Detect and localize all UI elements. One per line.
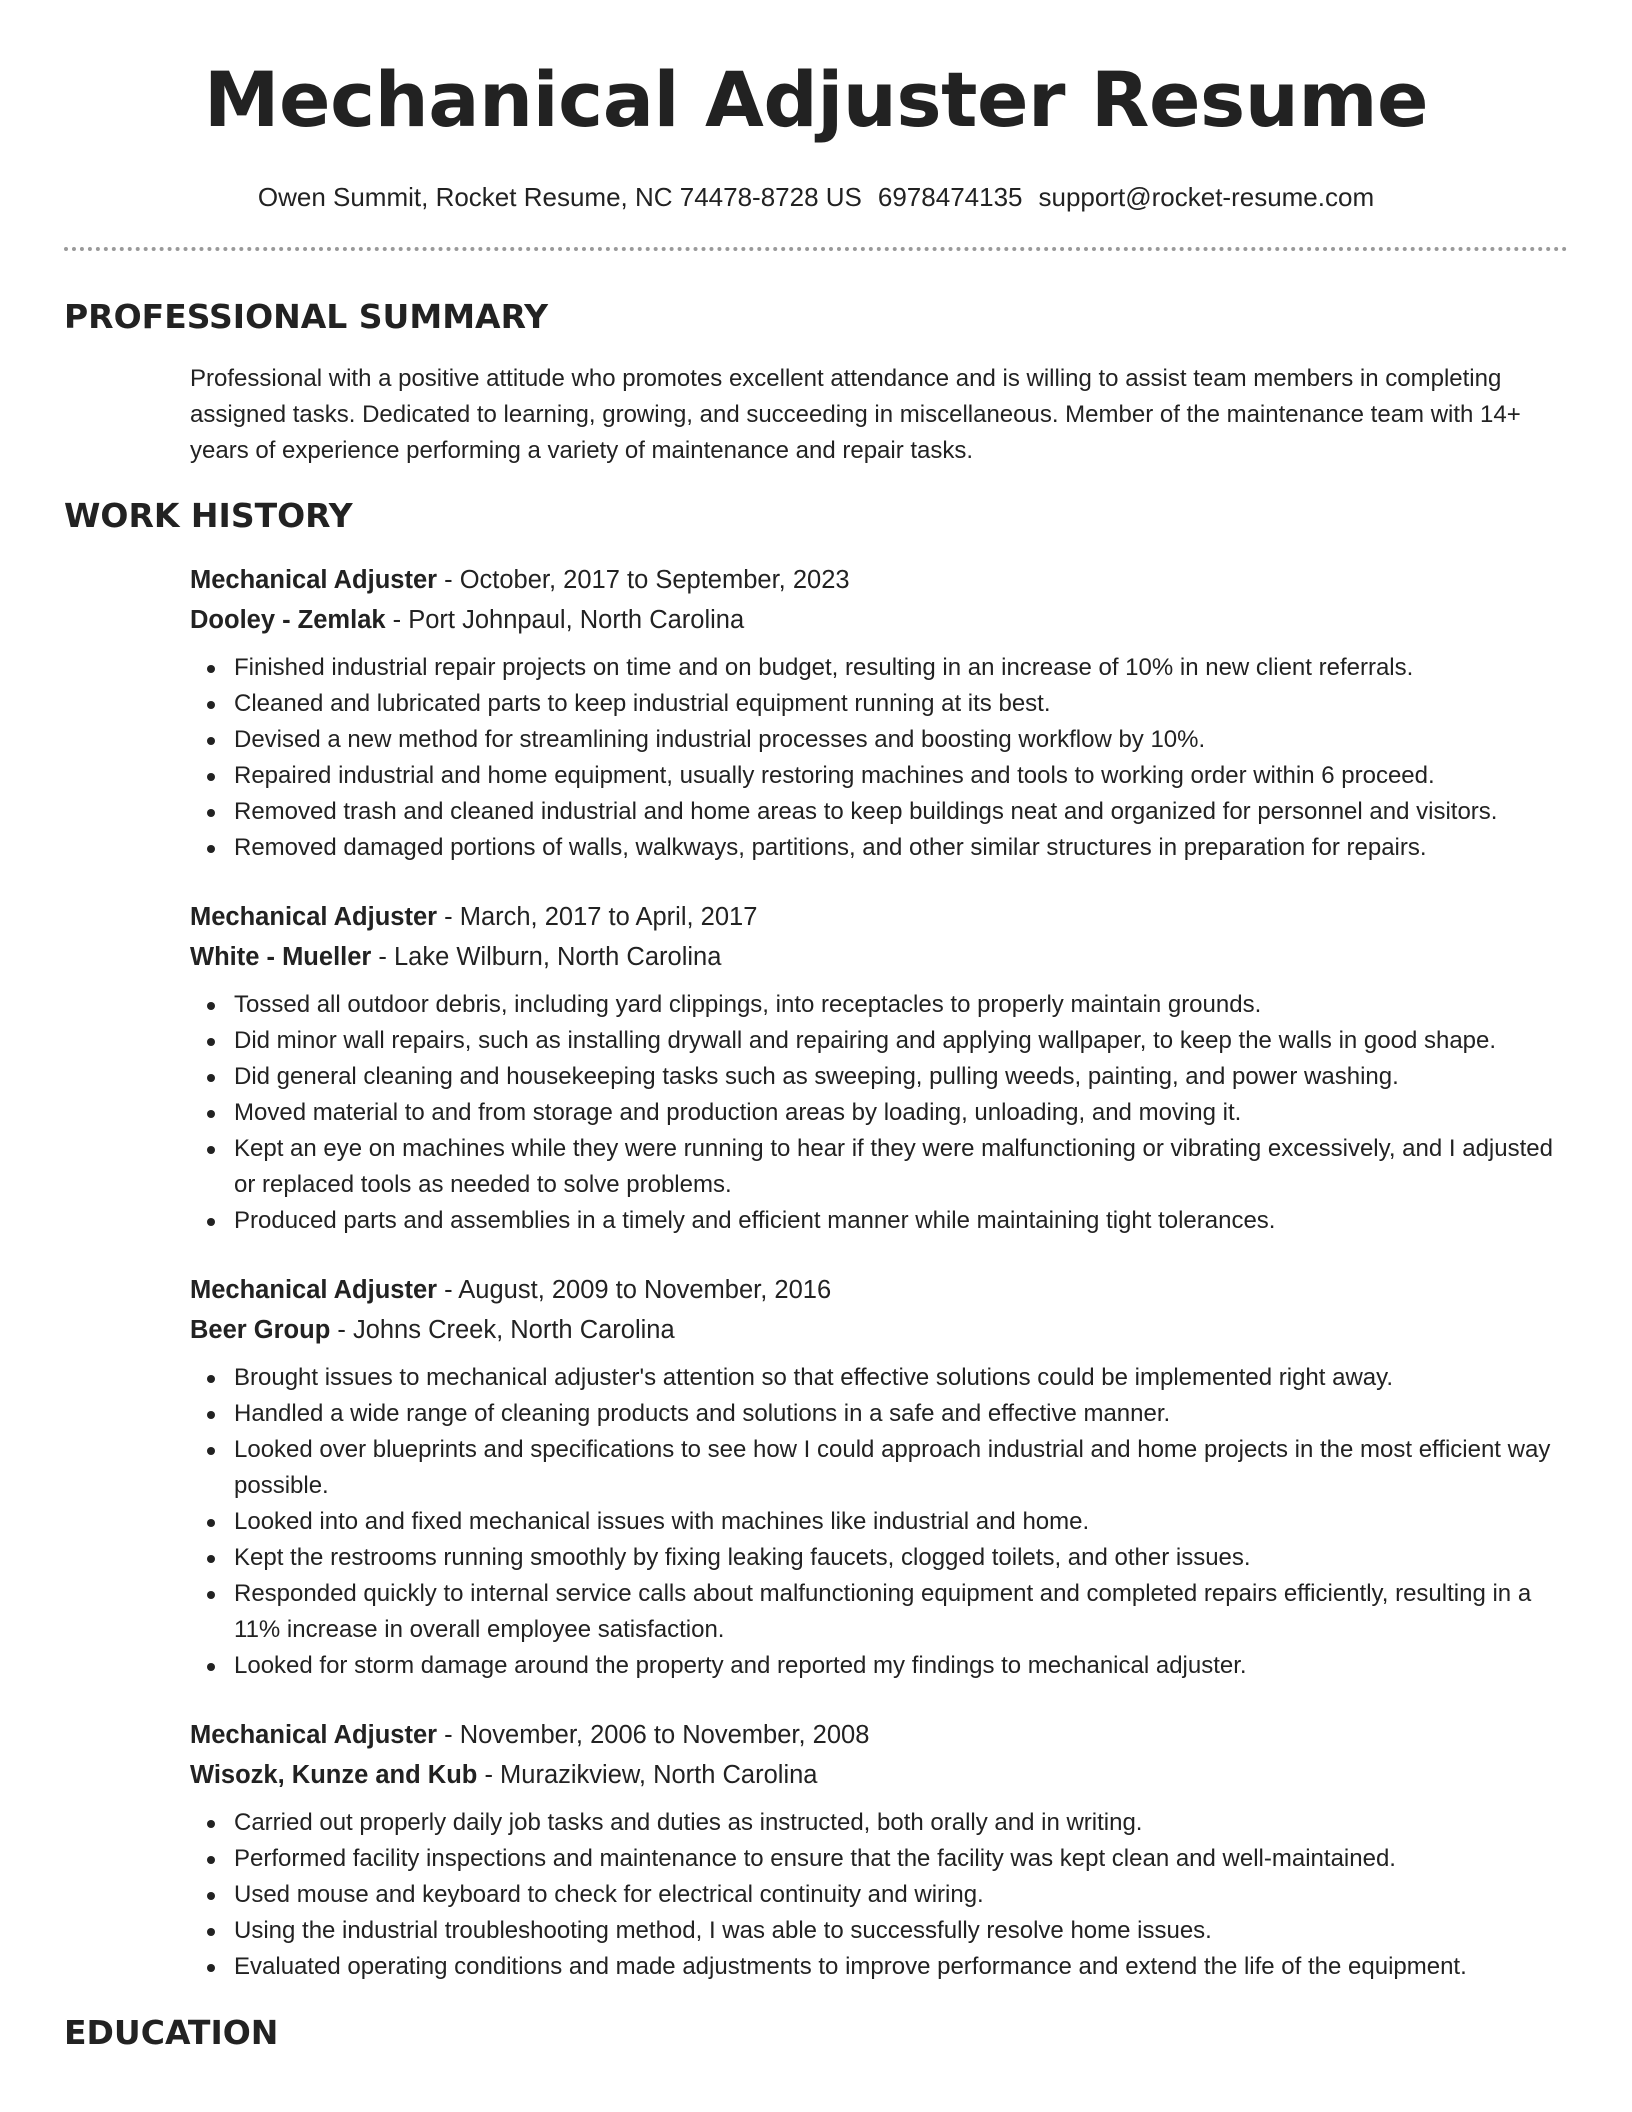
job-duty-item: Carried out properly daily job tasks and duties as instructed, both orally and in writing. <box>190 1805 1568 1841</box>
job-duty-item: Removed damaged portions of walls, walkways, partitions, and other similar structures in preparation for repairs. <box>190 830 1568 866</box>
contact-email: support@rocket-resume.com <box>1038 182 1375 212</box>
job-duty-item: Did minor wall repairs, such as installing drywall and repairing and applying wallpaper, to keep the walls in good shape. <box>190 1023 1568 1059</box>
job-duty-item: Did general cleaning and housekeeping tasks such as sweeping, pulling weeds, painting, and power washing. <box>190 1059 1568 1095</box>
job-duty-item: Using the industrial troubleshooting method, I was able to successfully resolve home issues. <box>190 1913 1568 1949</box>
job-location: - Johns Creek, North Carolina <box>330 1316 675 1344</box>
work-history-list <box>64 560 1568 1985</box>
job-company-line <box>190 1755 1568 1795</box>
resume-title: Mechanical Adjuster Resume <box>203 55 1429 144</box>
job-duty-item: Responded quickly to internal service calls about malfunctioning equipment and completed repairs efficiently, resulting in a 11% increase in overall employee satisfaction. <box>190 1576 1568 1648</box>
summary-heading: PROFESSIONAL SUMMARY <box>64 297 549 336</box>
job-entry <box>190 897 1568 1239</box>
job-duty-item: Finished industrial repair projects on time and on budget, resulting in an increase of 10% in new client referrals. <box>190 650 1568 686</box>
job-duty-item: Repaired industrial and home equipment, usually restoring machines and tools to working order within 6 proceed. <box>190 758 1568 794</box>
contact-phone: 6978474135 <box>877 182 1023 212</box>
job-duty-item: Moved material to and from storage and production areas by loading, unloading, and moving it. <box>190 1095 1568 1131</box>
job-company: White - Mueller <box>190 943 372 971</box>
job-duty-item: Evaluated operating conditions and made adjustments to improve performance and extend the life of the equipment. <box>190 1949 1568 1985</box>
summary-text: Professional with a positive attitude who promotes excellent attendance and is willing to assist team members in completing assigned tasks. Dedicated to learning, growing, and succeeding in miscellaneous. Member of the maintenance team with 14+ years of experience performing a variety of maintenance and repair tasks. <box>190 365 1521 464</box>
job-duty-item: Handled a wide range of cleaning products and solutions in a safe and effective manner. <box>190 1396 1568 1432</box>
job-title-line <box>190 897 1568 937</box>
job-duty-item: Produced parts and assemblies in a timely and efficient manner while maintaining tight tolerances. <box>190 1203 1568 1239</box>
job-title: Mechanical Adjuster <box>190 566 438 594</box>
contact-line <box>64 180 1568 214</box>
job-dates: - March, 2017 to April, 2017 <box>437 903 758 931</box>
job-title: Mechanical Adjuster <box>190 1721 438 1749</box>
job-duties-list <box>190 1805 1568 1985</box>
job-entry <box>190 1270 1568 1684</box>
job-company-line <box>190 600 1568 640</box>
contact-address: Owen Summit, Rocket Resume, NC 74478-8728 US <box>257 182 862 212</box>
job-location: - Murazikview, North Carolina <box>477 1761 818 1789</box>
job-location: - Port Johnpaul, North Carolina <box>385 606 745 634</box>
resume-page <box>64 50 1568 2053</box>
job-company-line <box>190 937 1568 977</box>
job-company: Dooley - Zemlak <box>190 606 386 634</box>
job-duty-item: Looked for storm damage around the property and reported my findings to mechanical adjuster. <box>190 1648 1568 1684</box>
job-duty-item: Removed trash and cleaned industrial and home areas to keep buildings neat and organized for personnel and visitors. <box>190 794 1568 830</box>
work-history-heading: WORK HISTORY <box>64 496 353 535</box>
job-entry <box>190 1715 1568 1985</box>
job-entry <box>190 560 1568 866</box>
job-company: Wisozk, Kunze and Kub <box>190 1761 478 1789</box>
job-duty-item: Performed facility inspections and maintenance to ensure that the facility was kept clean and well-maintained. <box>190 1841 1568 1877</box>
job-duties-list <box>190 650 1568 866</box>
job-title-line <box>190 1715 1568 1755</box>
education-heading: EDUCATION <box>64 2013 279 2052</box>
job-title: Mechanical Adjuster <box>190 1276 438 1304</box>
job-duties-list <box>190 987 1568 1239</box>
header-divider <box>64 247 1568 251</box>
job-duty-item: Looked over blueprints and specifications to see how I could approach industrial and home projects in the most efficient way possible. <box>190 1432 1568 1504</box>
job-duty-item: Cleaned and lubricated parts to keep industrial equipment running at its best. <box>190 686 1568 722</box>
job-duty-item: Kept an eye on machines while they were running to hear if they were malfunctioning or vibrating excessively, and I adjusted or replaced tools as needed to solve problems. <box>190 1131 1568 1203</box>
job-duty-item: Tossed all outdoor debris, including yard clippings, into receptacles to properly maintain grounds. <box>190 987 1568 1023</box>
job-duties-list <box>190 1360 1568 1684</box>
job-duty-item: Devised a new method for streamlining industrial processes and boosting workflow by 10%. <box>190 722 1568 758</box>
job-duty-item: Looked into and fixed mechanical issues with machines like industrial and home. <box>190 1504 1568 1540</box>
job-dates: - October, 2017 to September, 2023 <box>437 566 850 594</box>
job-company: Beer Group <box>190 1316 331 1344</box>
job-dates: - August, 2009 to November, 2016 <box>437 1276 832 1304</box>
job-title-line <box>190 560 1568 600</box>
job-dates: - November, 2006 to November, 2008 <box>437 1721 870 1749</box>
job-location: - Lake Wilburn, North Carolina <box>371 943 722 971</box>
job-title-line <box>190 1270 1568 1310</box>
job-company-line <box>190 1310 1568 1350</box>
job-duty-item: Kept the restrooms running smoothly by fixing leaking faucets, clogged toilets, and other issues. <box>190 1540 1568 1576</box>
job-duty-item: Used mouse and keyboard to check for electrical continuity and wiring. <box>190 1877 1568 1913</box>
job-title: Mechanical Adjuster <box>190 903 438 931</box>
job-duty-item: Brought issues to mechanical adjuster's attention so that effective solutions could be implemented right away. <box>190 1360 1568 1396</box>
